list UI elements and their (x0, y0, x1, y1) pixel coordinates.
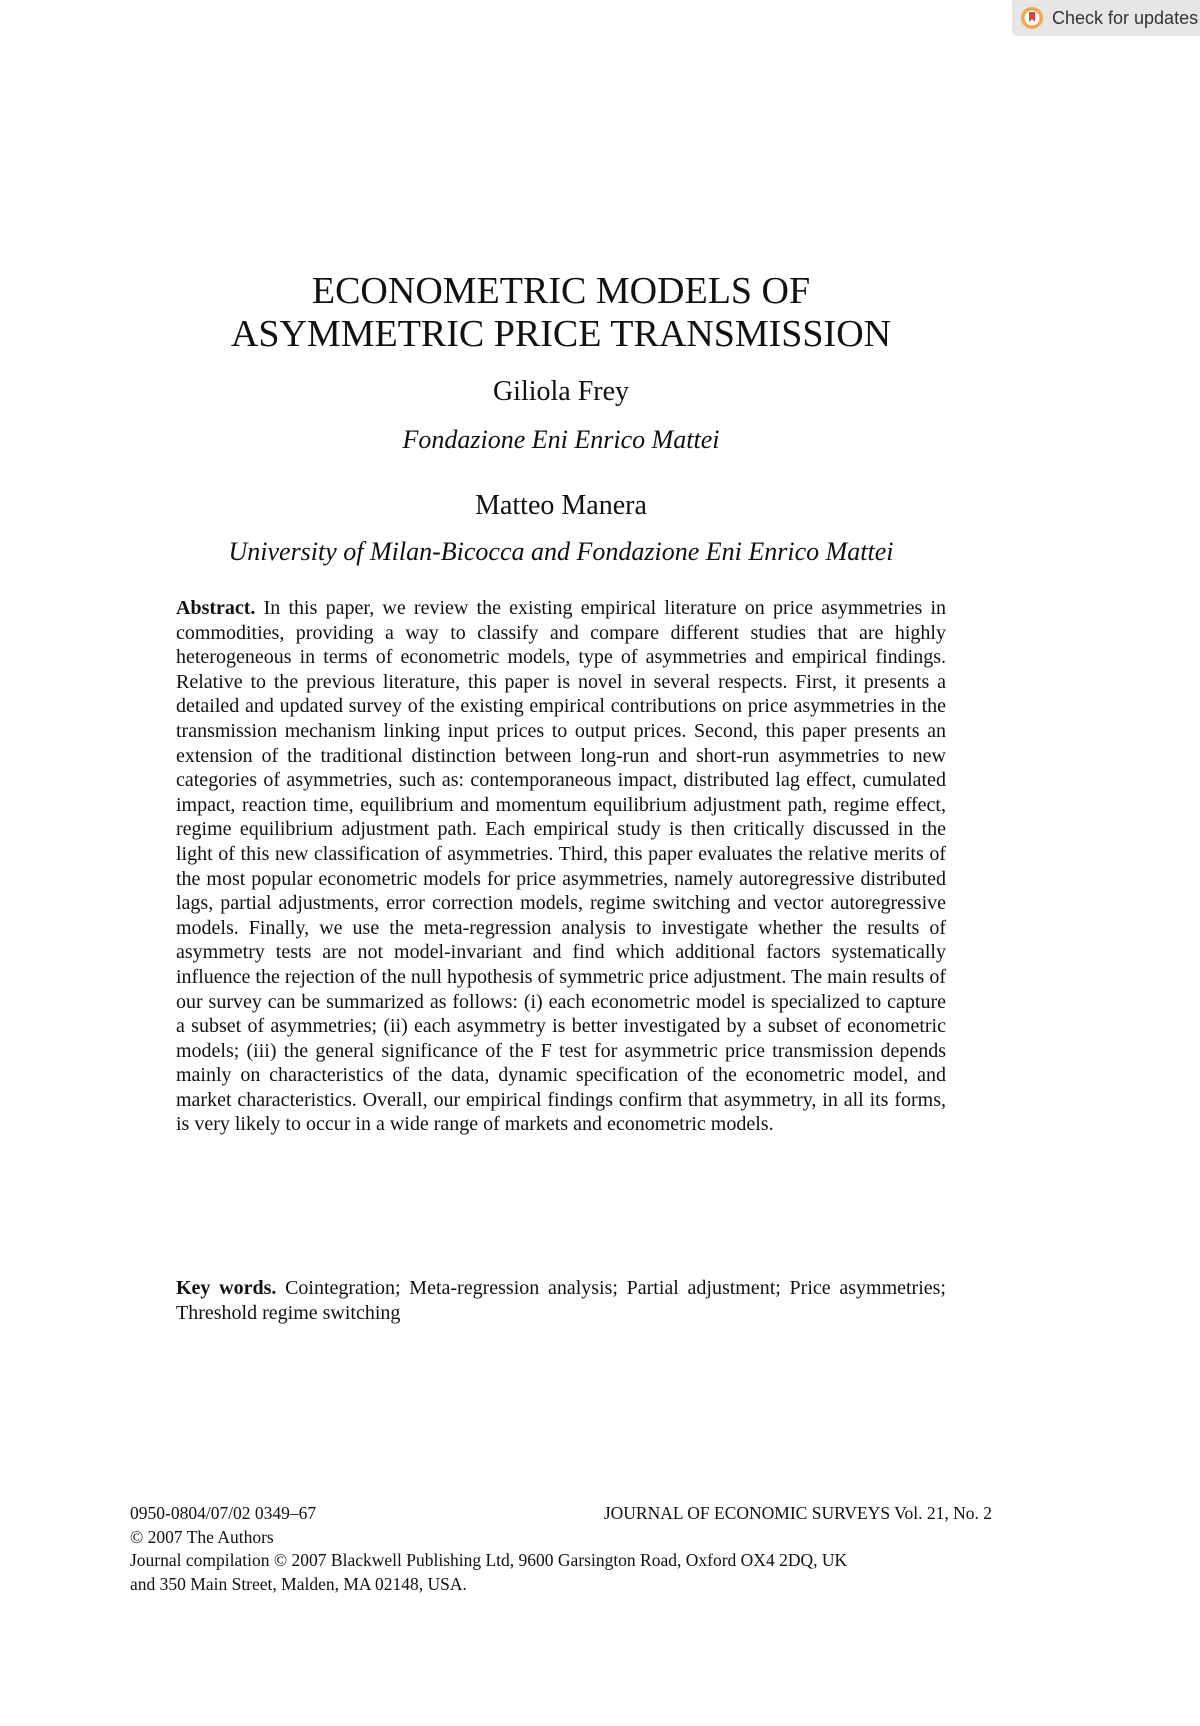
check-for-updates-button[interactable] (1012, 0, 1200, 36)
author-name-1: Giliola Frey (492, 376, 630, 407)
title-line-1: ECONOMETRIC MODELS OF (311, 270, 811, 312)
check-for-updates-label: Check for updates (1052, 7, 1199, 28)
crossmark-icon (1020, 6, 1044, 30)
author-affiliation-2: University of Milan-Bicocca and Fondazione Eni Enrico Mattei (228, 537, 894, 566)
keywords-label: Key words. (176, 1277, 277, 1299)
keywords-text: Cointegration; Meta-regression analysis; Partial adjustment; Price asymmetries; Threshold regime switching (176, 1277, 946, 1324)
abstract (176, 596, 946, 1137)
footer-compilation: Journal compilation © 2007 Blackwell Publishing Ltd, 9600 Garsington Road, Oxford OX4 2DQ, UK (130, 1550, 848, 1571)
keywords (176, 1276, 946, 1325)
title-line-2: ASYMMETRIC PRICE TRANSMISSION (230, 313, 892, 355)
abstract-text: In this paper, we review the existing empirical literature on price asymmetries in commodities, providing a way to classify and compare different studies that are highly heterogeneous in terms of econometric models, type of asymmetries and empirical findings. Relative to the previous literature, this paper is novel in several respects. First, it presents a detailed and updated survey of the existing empirical contributions on price asymmetries in the transmission mechanism linking input prices to output prices. Second, this paper presents an extension of the traditional distinction between long-run and short-run asymmetries to new categories of asymmetries, such as: contemporaneous impact, distributed lag effect, cumulated impact, reaction time, equilibrium and momentum equilibrium adjustment path, regime effect, regime equilibrium adjustment path. Each empirical study is then critically discussed in the light of this new classification of asymmetries. Third, this paper evaluates the relative merits of the most popular econometric models for price asymmetries, namely autoregressive distributed lags, partial adjustments, error correction models, regime switching and vector autoregressive models. Finally, we use the meta-regression analysis to investigate whether the results of asymmetry tests are not model-invariant and find which additional factors systematically influence the rejection of the null hypothesis of symmetric price adjustment. The main results of our survey can be summarized as follows: (i) each econometric model is specialized to capture a subset of asymmetries; (ii) each asymmetry is better investigated by a subset of econometric models; (iii) the general significance of the F test for asymmetric price transmission depends mainly on characteristics of the data, dynamic specification of the econometric model, and market characteristics. Overall, our empirical findings confirm that asymmetry, in all its forms, is very likely to occur in a wide range of markets and econometric models. (176, 597, 946, 1136)
footer-journal: JOURNAL OF ECONOMIC SURVEYS Vol. 21, No. 2 (603, 1503, 992, 1523)
author-name-2: Matteo Manera (475, 490, 647, 521)
footer-address: and 350 Main Street, Malden, MA 02148, USA. (130, 1573, 467, 1594)
footer-copyright: © 2007 The Authors (130, 1526, 274, 1547)
abstract-label: Abstract. (176, 597, 256, 619)
paper-title (120, 270, 1002, 356)
author-affiliation-1: Fondazione Eni Enrico Mattei (402, 425, 720, 454)
footer-code: 0950-0804/07/02 0349–67 (130, 1503, 317, 1523)
page-footer (130, 1502, 992, 1596)
